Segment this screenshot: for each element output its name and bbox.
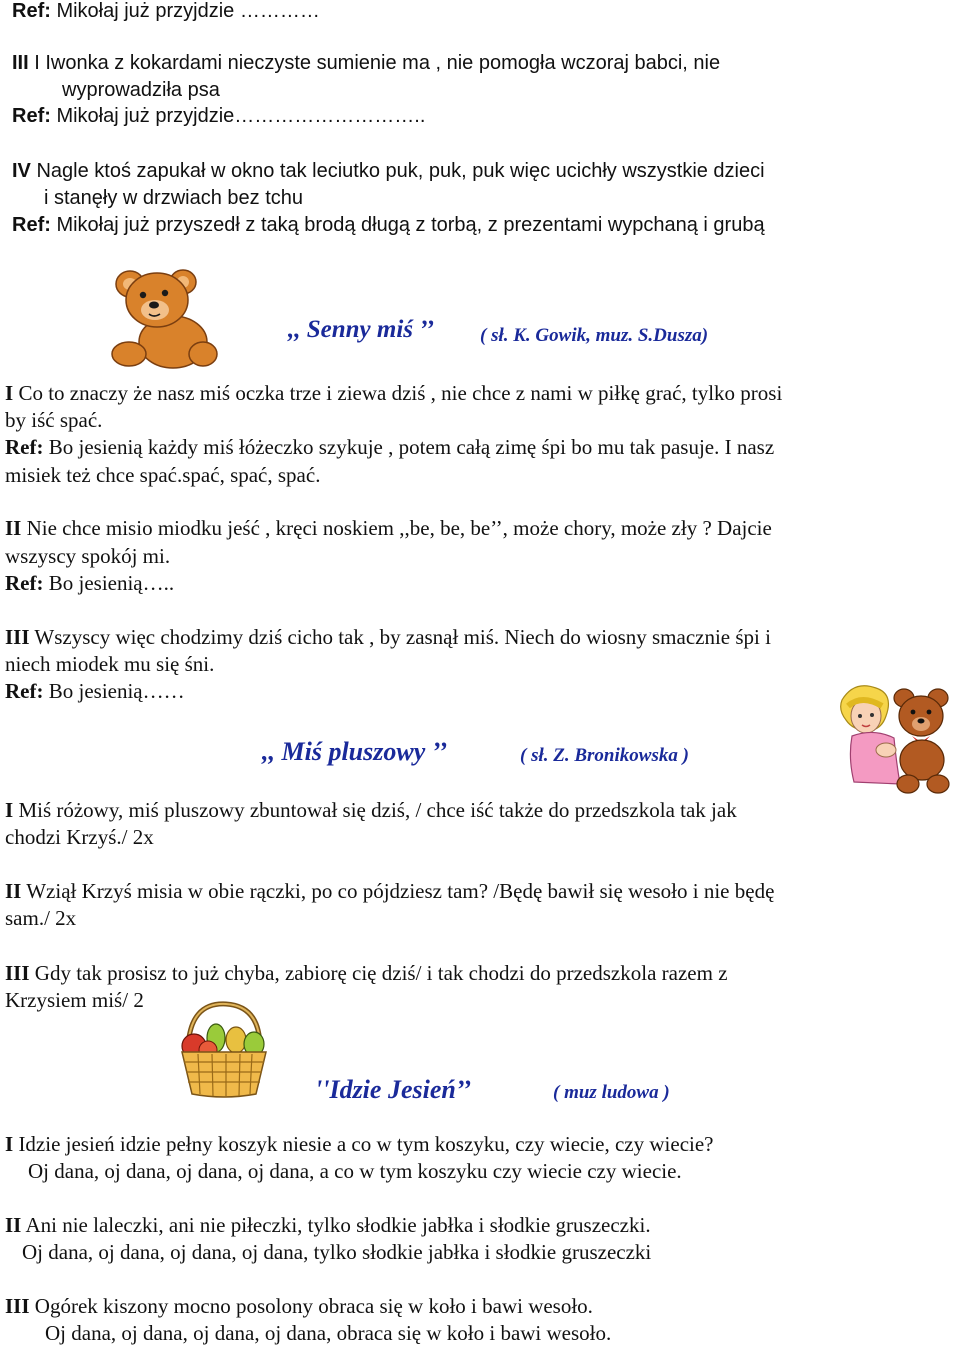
ref-text: Mikołaj już przyjdzie …………: [50, 0, 320, 22]
song-credit-senny: ( sł. K. Gowik, muz. S.Dusza): [480, 325, 709, 346]
ref-label: Ref:: [12, 214, 51, 236]
verse-number: III: [5, 961, 30, 985]
verse-text: Nagle ktoś zapukał w okno tak leciutko puk, puk, puk więc ucichły wszystkie dzieci: [30, 160, 765, 182]
song-credit-pluszowy: ( sł. Z. Bronikowska ): [520, 745, 689, 766]
verse-4-line-2: i stanęły w drzwiach bez tchu: [44, 187, 304, 209]
pluszowy-verse-3-line-2: Krzysiem miś/ 2: [5, 988, 144, 1012]
song-title-senny: ,, Senny miś ’’: [288, 316, 435, 343]
verse-number: IV: [12, 160, 31, 182]
pluszowy-verse-1-line-1: [5, 798, 737, 823]
ref-text: Mikołaj już przyjdzie………………………..: [50, 105, 426, 127]
verse-number: II: [5, 879, 22, 903]
ref-3-line: [12, 105, 425, 128]
senny-ref-2-line: [5, 571, 174, 596]
verse-text: Idzie jesień idzie pełny koszyk niesie a co w tym koszyku, czy wiecie, czy wiecie?: [13, 1132, 714, 1156]
verse-text: Wziął Krzyś misia w obie rączki, po co pójdziesz tam? /Będę bawił się wesoło i nie będę: [21, 879, 775, 903]
ref-text: Bo jesienią…..: [43, 571, 175, 595]
verse-number: I: [5, 381, 14, 405]
senny-verse-1-line-1: [5, 381, 782, 406]
ref-text: Bo jesienią……: [43, 679, 185, 703]
pluszowy-verse-2-line-2: sam./ 2x: [5, 906, 77, 930]
pluszowy-verse-3-line-1: [5, 961, 728, 986]
senny-ref-3-line: [5, 679, 185, 704]
pluszowy-verse-1-line-2: chodzi Krzyś./ 2x: [5, 825, 154, 849]
verse-text: Ogórek kiszony mocno posolony obraca się w koło i bawi wesoło.: [29, 1294, 593, 1318]
ref-label: Ref:: [5, 679, 44, 703]
verse-text: Gdy tak prosisz to już chyba, zabiorę cię dziś/ i tak chodzi do przedszkola razem z: [29, 961, 728, 985]
ref-label: Ref:: [5, 435, 44, 459]
verse-text: Ani nie laleczki, ani nie piłeczki, tylko słodkie jabłka i słodkie gruszeczki.: [21, 1213, 651, 1237]
pluszowy-verse-2-line-1: [5, 879, 774, 904]
senny-ref-1-line-2: misiek też chce spać.spać, spać, spać.: [5, 463, 321, 487]
song-title-jesien: ''Idzie Jesień’’: [315, 1075, 472, 1104]
ref-text: Mikołaj już przyszedł z taką brodą długą z torbą, z prezentami wypchaną i grubą: [50, 214, 765, 236]
senny-verse-1-line-2: by iść spać.: [5, 408, 103, 432]
verse-text: Miś różowy, miś pluszowy zbuntował się dziś, / chce iść także do przedszkola tak jak: [13, 798, 737, 822]
verse-number: III: [12, 52, 29, 74]
song-credit-jesien: ( muz ludowa ): [553, 1082, 670, 1103]
verse-text: Wszyscy więc chodzimy dziś cicho tak , by zasnął miś. Niech do wiosny smacznie śpi i: [29, 625, 771, 649]
jesien-verse-2-line-1: [5, 1213, 651, 1238]
jesien-verse-3-line-1: [5, 1294, 593, 1319]
verse-3-line-1: [12, 52, 720, 75]
ref-label: Ref:: [12, 105, 51, 127]
ref-label: Ref:: [5, 571, 44, 595]
ref-4-line: [12, 214, 765, 237]
verse-text: Nie chce misio miodku jeść , kręci noskiem ,,be, be, be’’, może chory, może zły ? Dajcie: [21, 516, 772, 540]
verse-number: III: [5, 625, 30, 649]
fruit-basket-icon: [176, 996, 272, 1100]
senny-ref-1-line-1: [5, 435, 774, 460]
verse-4-line-1: [12, 160, 765, 183]
jesien-verse-1-line-1: [5, 1132, 714, 1157]
verse-number: I: [5, 1132, 14, 1156]
senny-verse-3-line-1: [5, 625, 771, 650]
song-title-pluszowy: ,, Miś pluszowy ’’: [262, 737, 448, 766]
verse-text: Co to znaczy że nasz miś oczka trze i ziewa dziś , nie chce z nami w piłkę grać, tylko prosi: [13, 381, 783, 405]
senny-verse-2-line-2: wszyscy spokój mi.: [5, 544, 171, 568]
ref-text: Bo jesienią każdy miś łóżeczko szykuje , potem całą zimę śpi bo mu tak pasuje. I nasz: [43, 435, 775, 459]
verse-number: II: [5, 1213, 22, 1237]
jesien-verse-2-line-2: Oj dana, oj dana, oj dana, oj dana, tylko słodkie jabłka i słodkie gruszeczki: [22, 1240, 652, 1264]
senny-verse-2-line-1: [5, 516, 772, 541]
jesien-verse-3-line-2: Oj dana, oj dana, oj dana, oj dana, obraca się w koło i bawi wesoło.: [45, 1321, 612, 1345]
senny-verse-3-line-2: niech miodek mu się śni.: [5, 652, 215, 676]
verse-number: I: [5, 798, 14, 822]
girl-with-teddy-icon: [834, 680, 952, 795]
ref-top-line: [12, 0, 320, 23]
jesien-verse-1-line-2: Oj dana, oj dana, oj dana, oj dana, a co w tym koszyku czy wiecie czy wiecie.: [28, 1159, 682, 1183]
verse-3-line-2: wyprowadziła psa: [62, 79, 220, 101]
ref-label: Ref:: [12, 0, 51, 22]
verse-text: I Iwonka z kokardami nieczyste sumienie ma , nie pomogła wczoraj babci, nie: [28, 52, 721, 74]
teddy-bear-icon: [105, 262, 220, 372]
verse-number: II: [5, 516, 22, 540]
verse-number: III: [5, 1294, 30, 1318]
